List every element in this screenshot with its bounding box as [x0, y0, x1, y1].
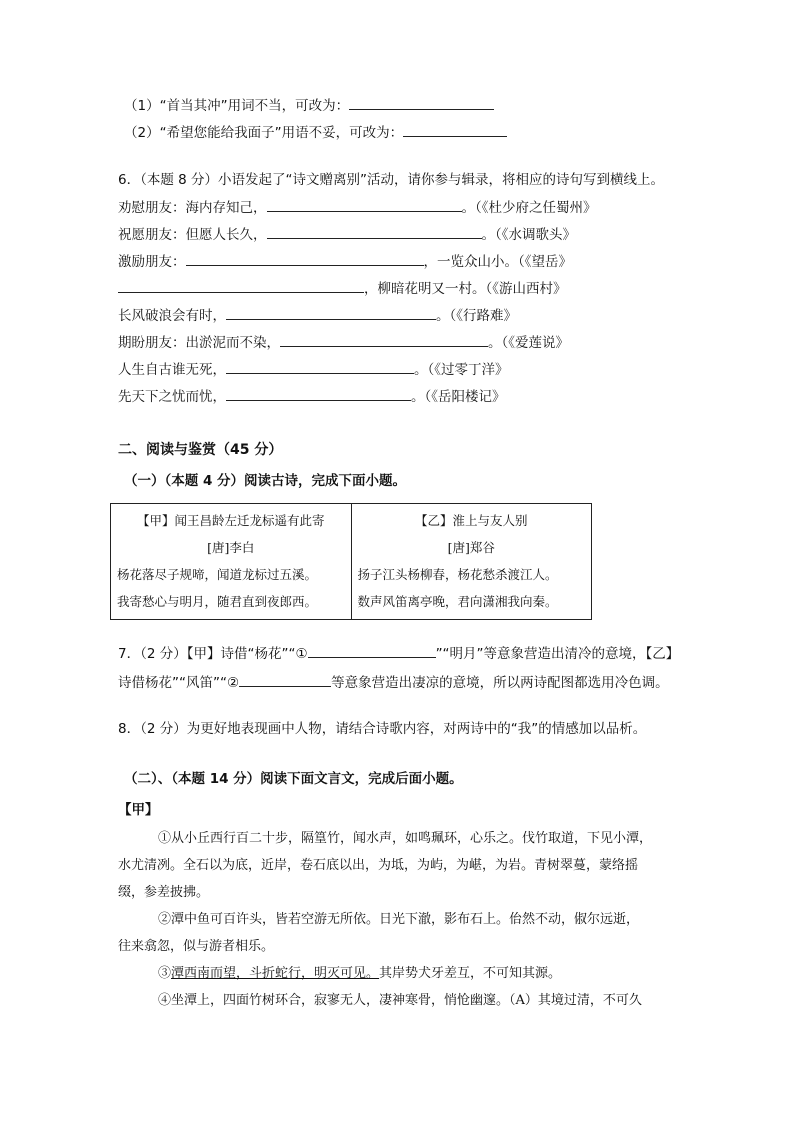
q6-suffix: 。（《行路难》	[436, 308, 517, 324]
jia-label: 【甲】	[118, 802, 159, 818]
q7-text: ”“明月”等意象营造出清冷的意境，【乙】	[435, 646, 680, 662]
q7-text: 7．（2 分）【甲】诗借“杨花”“①	[118, 646, 308, 662]
para-1-line-1: ①从小丘西行百二十步，隔篁竹，闻水声，如鸣珮环，心乐之。伐竹取道，下见小潭，	[158, 831, 653, 846]
q6-suffix: 。（《岳阳楼记》	[411, 389, 506, 405]
para-4-line-1: ④坐潭上，四面竹树环合，寂寥无人，凄神寒骨，悄怆幽邃。（A）其境过清，不可久	[158, 993, 642, 1008]
poem-a	[111, 504, 351, 619]
answer-blank-1[interactable]	[308, 643, 436, 658]
q7-line-1	[118, 643, 679, 664]
q6-suffix: 。（《爱莲说》	[488, 335, 569, 351]
q6-line	[118, 359, 509, 380]
para-2-line-2: 往来翕忽，似与游者相乐。	[118, 939, 275, 954]
answer-blank[interactable]	[186, 251, 424, 266]
part-2-title: （二）、（本题 14 分）阅读下面文言文，完成后面小题。	[124, 771, 463, 787]
q6-prefix: 先天下之忧而忧，	[118, 389, 226, 405]
q5-item-1-text: （1）“首当其冲”用词不当，可改为：	[124, 98, 350, 114]
q6-suffix: 。（《杜少府之任蜀州》	[461, 200, 597, 216]
q5-item-1	[124, 95, 494, 116]
poem-b-author: [唐]郑谷	[447, 540, 495, 555]
q7-text: 等意象营造出凄凉的意境，所以两诗配图都选用冷色调。	[331, 675, 669, 691]
poem-b-title: 【乙】淮上与友人别	[414, 513, 528, 528]
para-1-line-2: 水尤清冽。全石以为底，近岸，卷石底以出，为坻，为屿，为嵁，为岩。青树翠蔓，蒙络摇	[118, 858, 639, 873]
q6-line	[118, 197, 597, 218]
poem-b	[351, 504, 592, 619]
q6-prefix: 劝慰朋友：海内存知己，	[118, 200, 267, 216]
answer-blank[interactable]	[403, 122, 507, 137]
q6-line	[118, 278, 567, 299]
para-3-rest: 其岸势犬牙差互，不可知其源。	[379, 966, 562, 981]
answer-blank[interactable]	[226, 386, 411, 401]
q6-line	[118, 224, 576, 245]
answer-blank[interactable]	[118, 278, 364, 293]
poem-a-line-1: 杨花落尽子规啼，闻道龙标过五溪。	[117, 567, 318, 582]
poem-b-line-1: 扬子江头杨柳春，杨花愁杀渡江人。	[357, 567, 558, 582]
poem-a-author: [唐]李白	[207, 540, 255, 555]
q6-line	[118, 332, 569, 353]
answer-blank[interactable]	[226, 359, 414, 374]
q6-suffix: 。（《过零丁洋》	[414, 362, 509, 378]
poem-table	[110, 503, 592, 620]
q6-prefix: 激励朋友：	[118, 254, 186, 270]
q6-prefix: 祝愿朋友：但愿人长久，	[118, 227, 267, 243]
para-3-number: ③	[158, 966, 172, 981]
answer-blank[interactable]	[267, 224, 482, 239]
q7-text: 诗借杨花”“风笛”“②	[118, 675, 240, 691]
section-2-title: 二、阅读与鉴赏（45 分）	[118, 442, 283, 458]
poem-a-title: 【甲】闻王昌龄左迁龙标遥有此寄	[136, 513, 325, 528]
q6-suffix: 。（《水调歌头》	[481, 227, 576, 243]
para-3	[158, 964, 561, 984]
answer-blank[interactable]	[267, 197, 462, 212]
para-3-underlined: 潭西南而望，斗折蛇行，明灭可见。	[171, 966, 380, 981]
answer-blank[interactable]	[226, 305, 436, 320]
q6-line	[118, 305, 517, 326]
q6-prefix: 期盼朋友：出淤泥而不染，	[118, 335, 280, 351]
q6-suffix: ，柳暗花明又一村。（《游山西村》	[364, 281, 567, 297]
answer-blank[interactable]	[280, 332, 488, 347]
answer-blank-2[interactable]	[239, 672, 331, 687]
q8: 8．（2 分）为更好地表现画中人物，请结合诗歌内容，对两诗中的“我”的情感加以品析。	[118, 721, 647, 737]
poem-a-line-2: 我寄愁心与明月，随君直到夜郎西。	[117, 594, 318, 609]
q5-item-2	[124, 122, 507, 143]
q6-prefix: 人生自古谁无死，	[118, 362, 226, 378]
q6-line	[118, 251, 572, 272]
para-2-line-1: ②潭中鱼可百许头，皆若空游无所依。日光下澈，影布石上。佁然不动，俶尔远逝，	[158, 912, 640, 927]
q6-title: 6．（本题 8 分）小语发起了“诗文赠离别”活动，请你参与辑录，将相应的诗句写到横线上。	[118, 172, 664, 188]
answer-blank[interactable]	[349, 95, 494, 110]
q7-line-2	[118, 672, 669, 693]
para-1-line-3: 缀，参差披拂。	[118, 885, 210, 900]
q5-item-2-text: （2）“希望您能给我面子”用语不妥，可改为：	[124, 125, 404, 141]
poem-b-line-2: 数声风笛离亭晚，君向潇湘我向秦。	[357, 594, 558, 609]
q6-prefix: 长风破浪会有时，	[118, 308, 226, 324]
part-1-title: （一）（本题 4 分）阅读古诗，完成下面小题。	[124, 473, 407, 489]
q6-suffix: ，一览众山小。（《望岳》	[423, 254, 572, 270]
q6-line	[118, 386, 506, 407]
